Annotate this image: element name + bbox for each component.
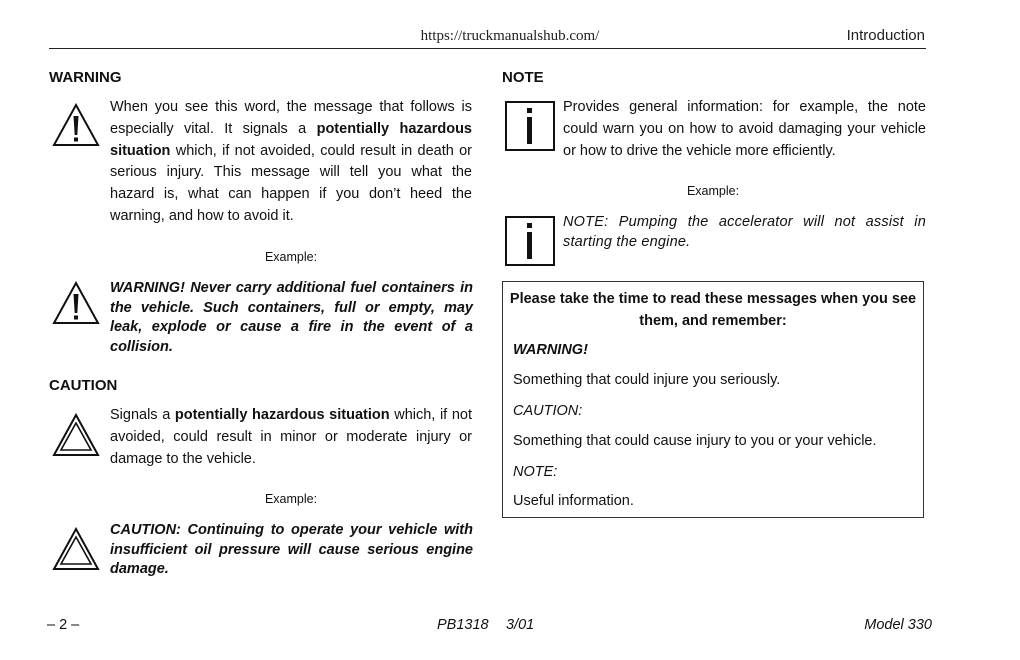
note-example-text: NOTE: Pumping the accelerator will not assist in starting the engine. — [563, 214, 926, 250]
warning-example-text: WARNING! Never carry additional fuel containers in the vehicle. Such containers, full or empty, may leak, explode or cause a fire in the event of a collision. — [110, 280, 473, 355]
summary-caution-label: CAUTION: — [513, 403, 583, 419]
caution-heading: CAUTION — [49, 377, 118, 394]
model-label: Model 330 — [864, 617, 932, 633]
summary-warning-text: Something that could injure you seriously. — [513, 372, 781, 388]
summary-warning-label: WARNING! — [513, 342, 588, 358]
note-example-label: Example: — [686, 184, 740, 198]
summary-note-text: Useful information. — [513, 493, 634, 509]
warning-triangle-icon — [52, 103, 100, 147]
caution-example-text: CAUTION: Continuing to operate your vehicle with insufficient oil pressure will cause serious engine damage. — [110, 522, 473, 577]
summary-note-label: NOTE: — [513, 464, 558, 480]
caution-description: Signals a potentially hazardous situation which, if not avoided, could result in minor or moderate injury or damage to the vehicle. — [110, 407, 472, 467]
document-code: PB1318 — [437, 617, 489, 633]
warning-triangle-icon — [52, 281, 100, 325]
header-url[interactable]: https://truckmanualshub.com/ — [420, 28, 600, 44]
header-section-title: Introduction — [846, 27, 925, 44]
warning-example-label: Example: — [264, 250, 318, 264]
summary-box — [502, 281, 924, 518]
note-description: Provides general information: for example, the note could warn you on how to avoid damaging your vehicle or how to drive the vehicle more efficiently. — [563, 99, 926, 159]
caution-example-label: Example: — [264, 492, 318, 506]
summary-title: Please take the time to read these messages when you see them, and remember: — [509, 291, 917, 329]
caution-triangle-icon — [52, 413, 100, 457]
note-heading: NOTE — [502, 69, 544, 86]
warning-description: When you see this word, the message that follows is especially vital. It signals a potentially hazardous situation which, if not avoided, could result in death or serious injury. This message will tell you what the hazard is, what can happen if you don’t heed the warning, and how to avoid it. — [110, 99, 472, 224]
caution-triangle-icon — [52, 527, 100, 571]
warning-heading: WARNING — [49, 69, 122, 86]
info-i-icon — [505, 216, 555, 266]
header-rule — [49, 48, 926, 49]
info-i-icon — [505, 101, 555, 151]
summary-caution-text: Something that could cause injury to you or your vehicle. — [513, 433, 877, 449]
page-number: – 2 – — [47, 617, 80, 633]
document-date: 3/01 — [506, 617, 535, 633]
